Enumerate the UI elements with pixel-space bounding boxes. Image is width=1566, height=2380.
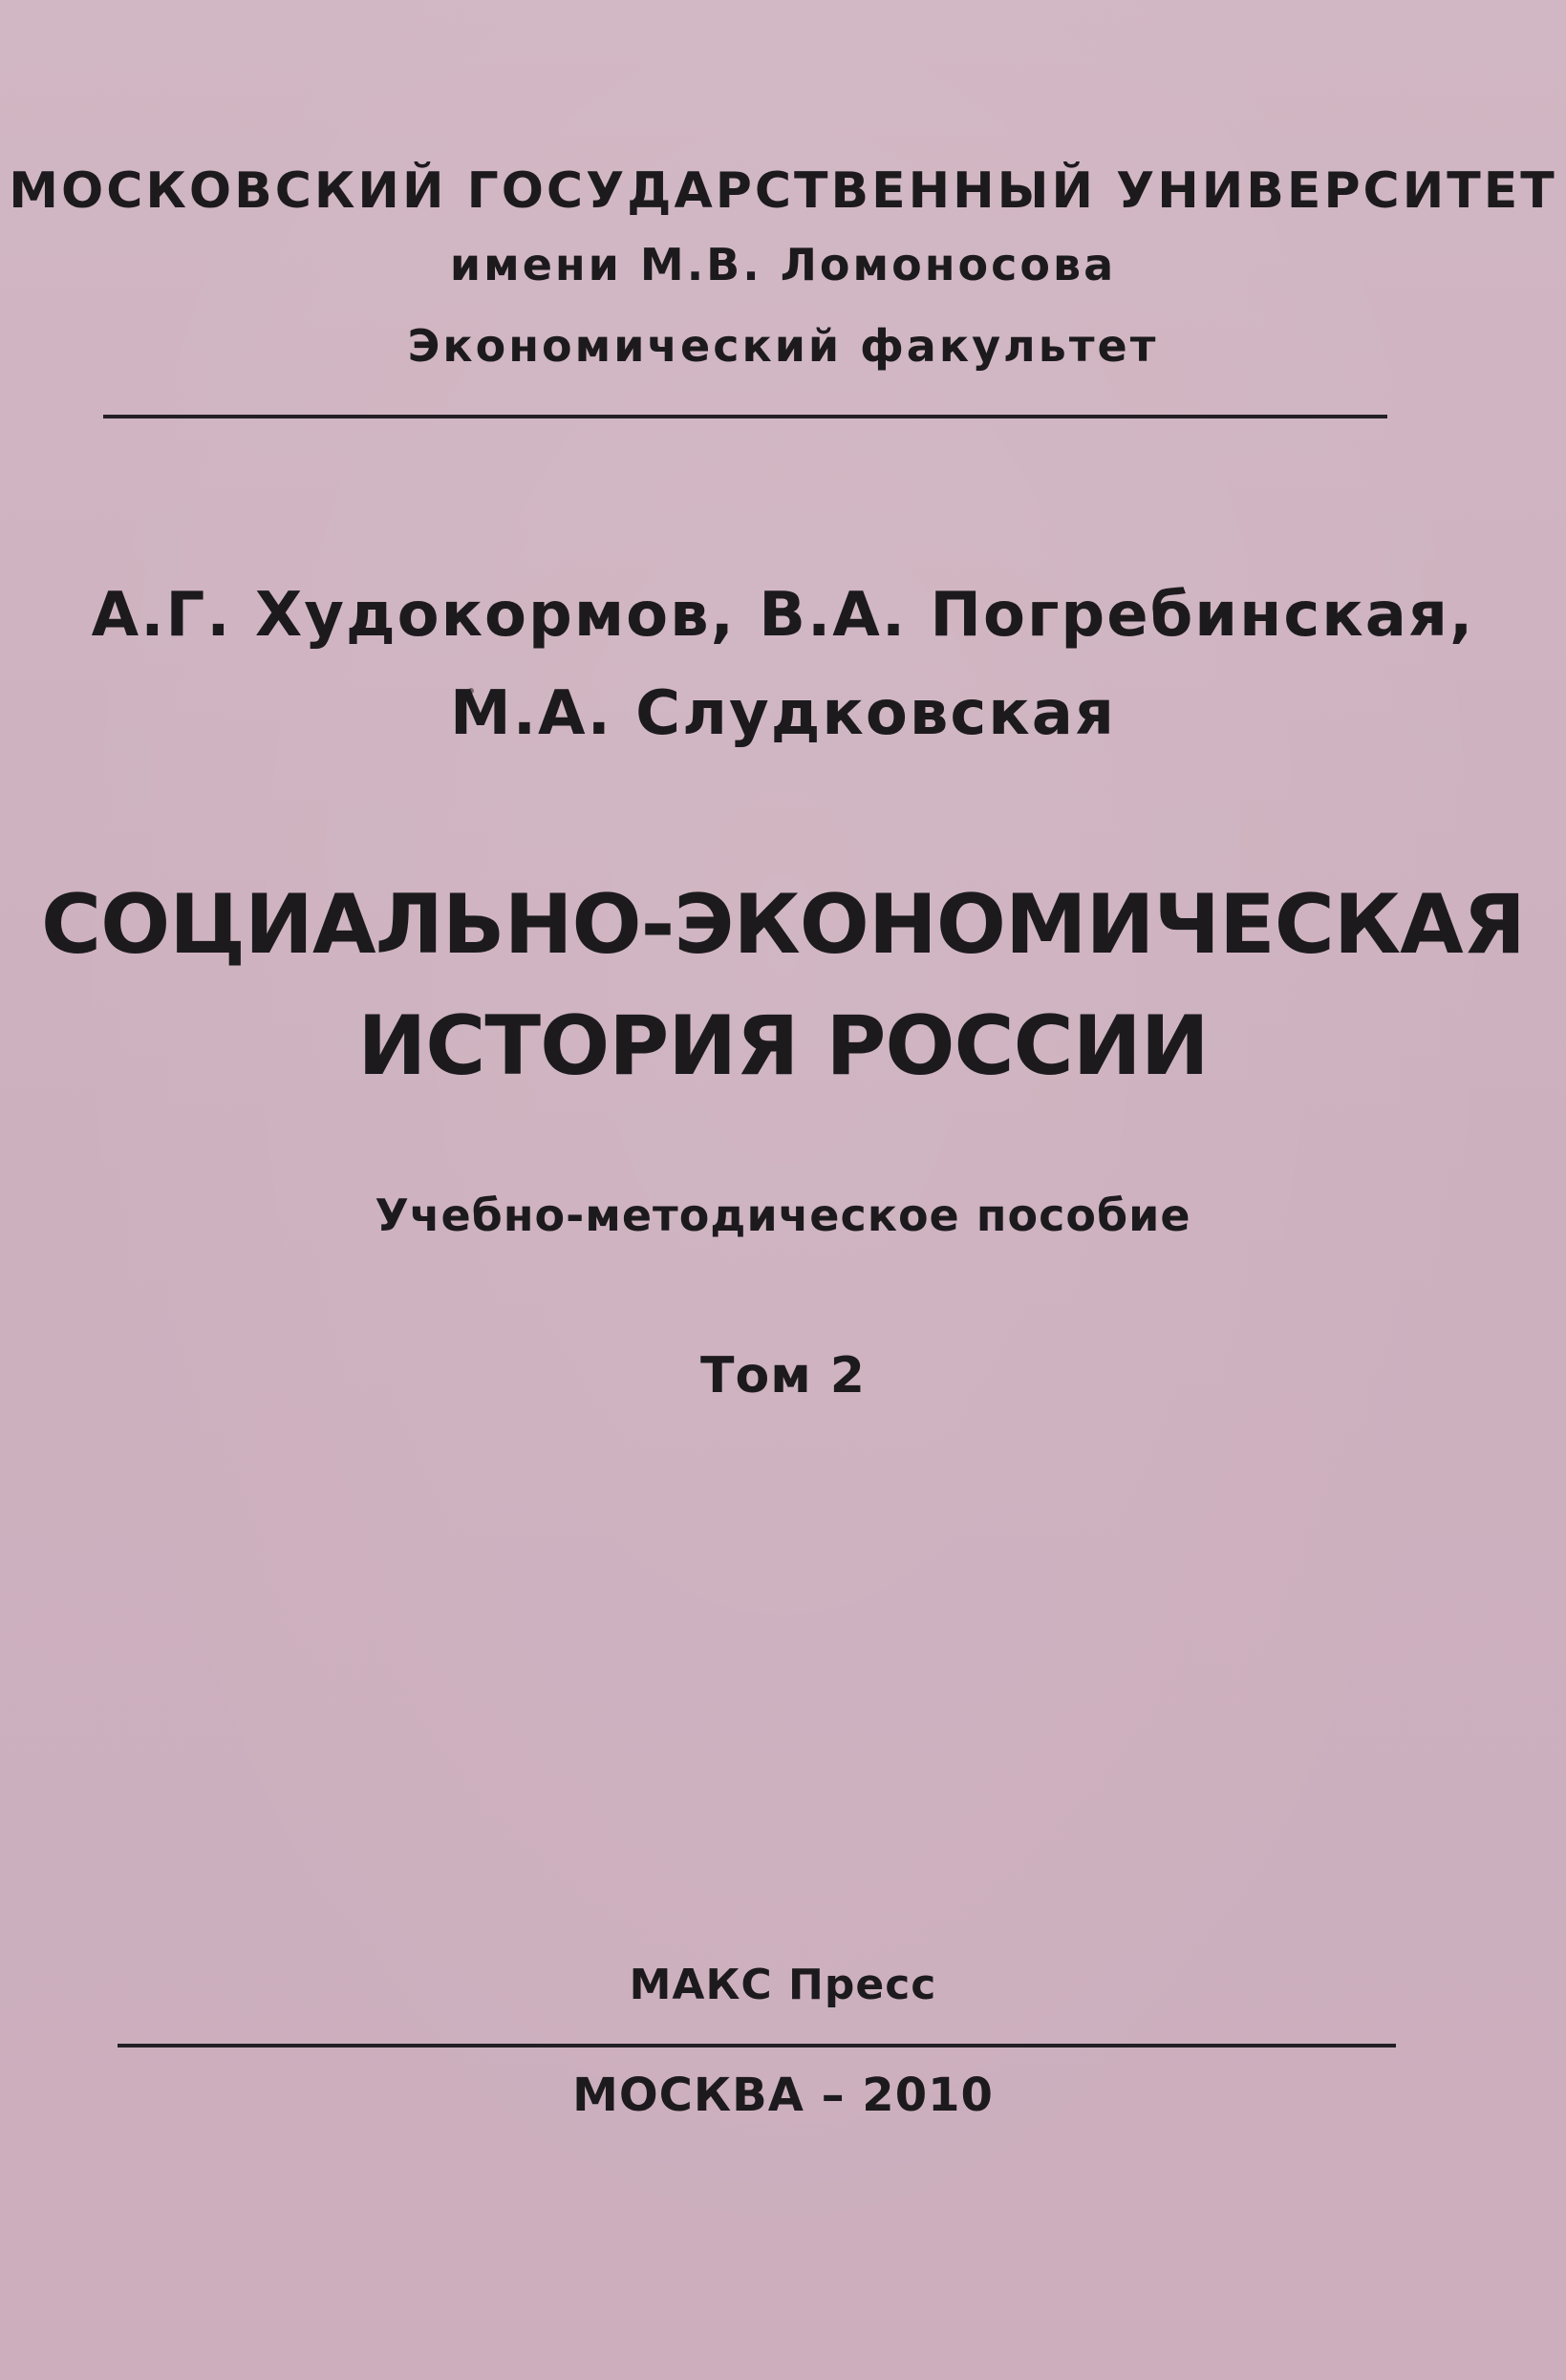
book-title-line-2: ИСТОРИЯ РОССИИ	[357, 998, 1209, 1094]
authors-line-1: А.Г. Худокормов, В.А. Погребинская,	[91, 580, 1475, 651]
volume-number: Том 2	[700, 1347, 866, 1404]
faculty-name: Экономический факультет	[407, 320, 1159, 372]
city-and-year: МОСКВА – 2010	[572, 2069, 994, 2122]
institution-name: МОСКОВСКИЙ ГОСУДАРСТВЕННЫЙ УНИВЕРСИТЕТ	[9, 162, 1557, 220]
bottom-divider	[118, 2044, 1396, 2048]
publisher-name: МАКС Пресс	[629, 1961, 937, 2009]
book-subtitle: Учебно-методическое пособие	[375, 1190, 1191, 1241]
top-divider	[103, 415, 1387, 418]
book-title-line-1: СОЦИАЛЬНО-ЭКОНОМИЧЕСКАЯ	[41, 877, 1525, 973]
institution-named-after: имени М.В. Ломоносова	[449, 239, 1117, 290]
authors-line-2: М.А. Слудковская	[450, 678, 1116, 749]
